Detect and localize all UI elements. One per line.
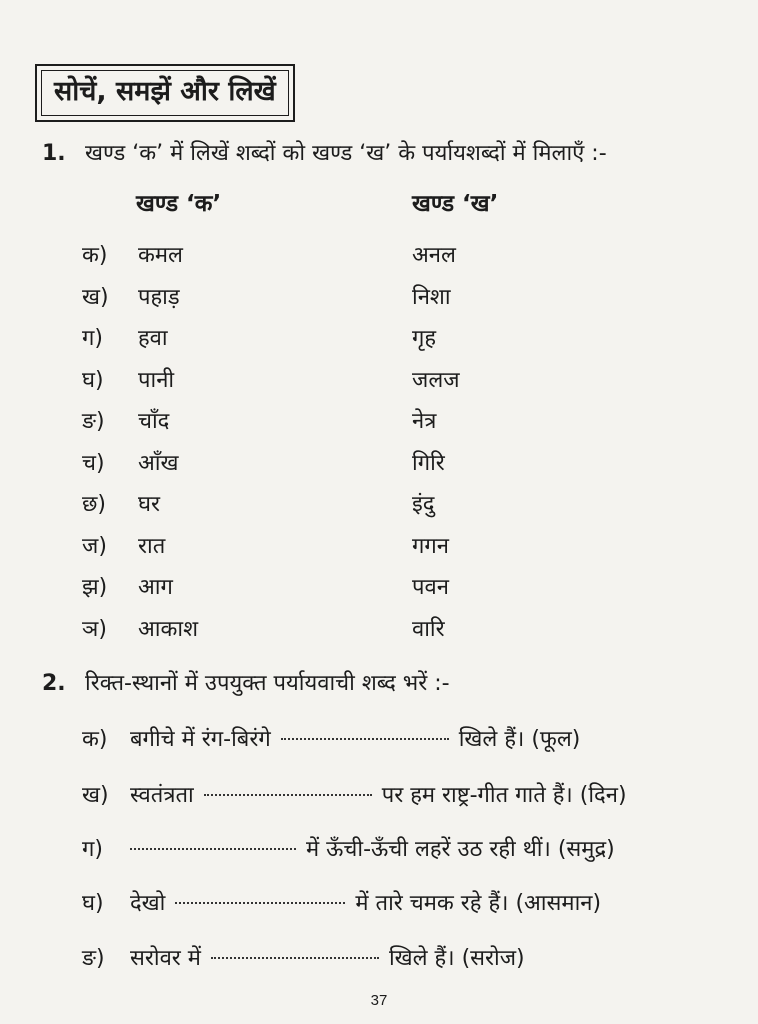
column-b-word: गिरि [412, 451, 445, 476]
question-2-number: 2. [42, 671, 66, 696]
sentence-after: पर हम राष्ट्र-गीत गाते हैं। (दिन) [381, 783, 627, 808]
fill-blank-item [82, 882, 601, 922]
column-b-word: गृह [412, 326, 437, 351]
sentence-before: बगीचे में रंग-बिरंगे [130, 727, 271, 752]
match-row [0, 361, 758, 401]
sentence-after: में तारे चमक रहे हैं। (आसमान) [355, 891, 602, 916]
match-row [0, 444, 758, 484]
match-row [0, 610, 758, 650]
item-label: क) [82, 727, 108, 752]
column-b-word: नेत्र [412, 409, 437, 434]
match-row-label: च) [82, 451, 105, 476]
column-a-heading: खण्ड ‘क’ [136, 191, 222, 217]
sentence-after: में ऊँची-ऊँची लहरें उठ रही थीं। (समुद्र) [306, 837, 615, 862]
column-a-word: आँख [138, 451, 179, 476]
column-b-word: वारि [412, 617, 445, 642]
match-row [0, 236, 758, 276]
column-b-heading: खण्ड ‘ख’ [412, 191, 499, 217]
section-title-box [35, 64, 295, 122]
match-row [0, 278, 758, 318]
match-row-label: ज) [82, 534, 107, 559]
blank-line[interactable] [175, 882, 345, 904]
sentence-after: खिले हैं। (फूल) [458, 727, 581, 752]
match-row [0, 402, 758, 442]
column-a-word: आकाश [138, 617, 199, 642]
item-label: ग) [82, 837, 103, 862]
match-row-label: छ) [82, 492, 107, 517]
match-row-label: ख) [82, 285, 109, 310]
match-row-label: ग) [82, 326, 103, 351]
column-b-word: इंदु [412, 492, 435, 517]
blank-line[interactable] [281, 718, 449, 740]
question-1-text: खण्ड ‘क’ में लिखें शब्दों को खण्ड ‘ख’ के पर्यायशब्दों में मिलाएँ :- [85, 141, 607, 166]
column-b-word: पवन [412, 575, 449, 600]
section-title: सोचें, समझें और लिखें [41, 70, 289, 116]
column-a-word: कमल [138, 243, 183, 268]
sentence-before: स्वतंत्रता [130, 783, 194, 808]
sentence-before: सरोवर में [130, 946, 201, 971]
match-row [0, 485, 758, 525]
blank-line[interactable] [130, 828, 296, 850]
sentence-after: खिले हैं। (सरोज) [388, 946, 525, 971]
match-row-label: घ) [82, 368, 104, 393]
fill-blank-item [82, 828, 615, 868]
column-b-word: गगन [412, 534, 449, 559]
column-b-word: निशा [412, 285, 451, 310]
match-row-label: झ) [82, 575, 108, 600]
match-row [0, 527, 758, 567]
question-1 [42, 140, 607, 168]
column-a-word: पानी [138, 368, 175, 393]
column-a-word: हवा [138, 326, 168, 351]
question-1-number: 1. [42, 141, 66, 166]
fill-blank-item [82, 718, 580, 758]
match-row-label: ङ) [82, 409, 105, 434]
fill-blank-item [82, 937, 525, 977]
column-a-word: घर [138, 492, 161, 517]
column-a-word: पहाड़ [138, 285, 180, 310]
column-b-word: जलज [412, 368, 460, 393]
sentence-before: देखो [130, 891, 166, 916]
item-label: ङ) [82, 946, 105, 971]
item-label: ख) [82, 783, 109, 808]
column-b-word: अनल [412, 243, 456, 268]
match-row-label: क) [82, 243, 108, 268]
blank-line[interactable] [211, 937, 379, 959]
column-a-word: चाँद [138, 409, 170, 434]
column-a-word: रात [138, 534, 166, 559]
match-row [0, 568, 758, 608]
fill-blank-item [82, 774, 627, 814]
match-row-label: ञ) [82, 617, 107, 642]
match-row [0, 319, 758, 359]
page-number: 37 [370, 992, 388, 1009]
column-a-word: आग [138, 575, 173, 600]
item-label: घ) [82, 891, 104, 916]
question-2-text: रिक्त-स्थानों में उपयुक्त पर्यायवाची शब्द भरें :- [85, 671, 450, 696]
blank-line[interactable] [204, 774, 372, 796]
question-2 [42, 670, 450, 698]
